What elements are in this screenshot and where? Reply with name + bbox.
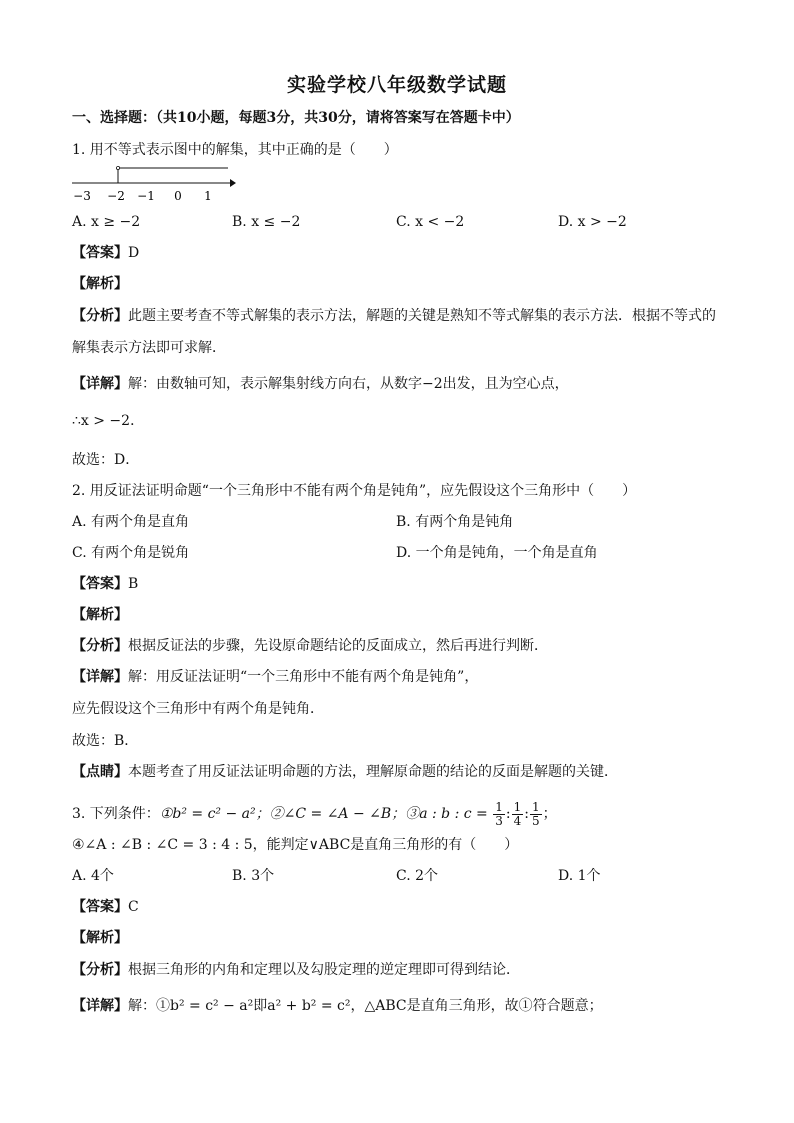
answer-value: B xyxy=(128,576,139,592)
fenxi-text: 此题主要考查不等式解集的表示方法，解题的关键是熟知不等式解集的表示方法．根据不等式的 xyxy=(128,308,716,324)
q3-stem-prefix: 3. 下列条件： xyxy=(72,806,160,822)
q3-option-b: B. 3个 xyxy=(232,868,275,884)
q1-analysis-tag: 【解析】 xyxy=(72,276,128,292)
answer-value: C xyxy=(128,899,139,915)
q1-xiangjie xyxy=(72,374,569,394)
dianjing-text: 本题考查了用反证法证明命题的方法，理解原命题的结论的反面是解题的关键． xyxy=(128,764,618,780)
q2-fenxi xyxy=(72,636,548,656)
fraction-one-third: $\frac{1}{3}$ xyxy=(495,799,503,828)
q3-option-d: D. 1个 xyxy=(558,868,601,884)
q3-fenxi xyxy=(72,960,520,980)
q3-stem: 3. 下列条件：①b² = c² − a²；②∠C = ∠A − ∠B；③a : b : c = $\frac{1}{3}$ : $\frac{1}{4}$ : $\frac{1}{5}$ ； xyxy=(72,799,557,828)
fraction-one-fifth: $\frac{1}{5}$ xyxy=(531,799,540,828)
q1-fenxi-cont: 解集表示方法即可求解． xyxy=(72,340,226,356)
fenxi-tag: 【分析】 xyxy=(72,638,128,654)
q2-option-c: C. 有两个角是锐角 xyxy=(72,545,190,561)
q3-condition-1: ①b² = c² − a²； xyxy=(159,806,270,822)
xiangjie-text: 解：①b² = c² − a²即a² + b² = c²，△ABC是直角三角形，故①符合题意； xyxy=(128,998,603,1014)
xiangjie-text: 解：用反证法证明“一个三角形中不能有两个角是钝角”， xyxy=(128,669,479,685)
q2-option-a: A. 有两个角是直角 xyxy=(72,514,190,530)
q1-option-d: D. x > −2 xyxy=(558,214,627,230)
fraction-one-fourth: $\frac{1}{4}$ xyxy=(513,799,522,828)
xiangjie-tag: 【详解】 xyxy=(72,998,128,1014)
answer-value: D xyxy=(128,245,140,261)
xiangjie-text: 解：由数轴可知，表示解集射线方向右，从数字−2出发，且为空心点， xyxy=(128,376,569,392)
fenxi-text: 根据反证法的步骤，先设原命题结论的反面成立，然后再进行判断． xyxy=(128,638,548,654)
page-title: 实验学校八年级数学试题 xyxy=(286,74,507,96)
q2-answer xyxy=(72,574,138,594)
fenxi-text: 根据三角形的内角和定理以及勾股定理的逆定理即可得到结论． xyxy=(128,962,520,978)
tick-label: −3 xyxy=(73,189,91,203)
q1-xiangjie-cont: ∴x > −2． xyxy=(72,413,145,429)
q2-stem: 2. 用反证法证明命题“一个三角形中不能有两个角是钝角”，应先假设这个三角形中（ ） xyxy=(72,483,637,499)
q2-xiangjie xyxy=(72,667,478,687)
q1-option-a: A. x ≥ −2 xyxy=(72,214,141,230)
q1-conclusion: 故选：D． xyxy=(72,452,140,468)
q3-condition-4: ④∠A : ∠B : ∠C = 3 : 4 : 5，能判定∨ABC是直角三角形的有（ ） xyxy=(72,837,519,853)
number-line-arrow xyxy=(230,179,236,187)
answer-tag: 【答案】 xyxy=(72,899,128,915)
q2-option-d: D. 一个角是钝角，一个角是直角 xyxy=(396,545,598,561)
tick-label: 0 xyxy=(174,189,182,203)
q1-answer xyxy=(72,243,139,263)
q2-conclusion: 故选：B． xyxy=(72,733,139,749)
xiangjie-tag: 【详解】 xyxy=(72,669,128,685)
q2-option-b: B. 有两个角是钝角 xyxy=(396,514,514,530)
q3-answer xyxy=(72,897,139,917)
tick-label: −2 xyxy=(107,189,125,203)
fenxi-tag: 【分析】 xyxy=(72,308,128,324)
q2-dianjing xyxy=(72,762,618,782)
q3-xiangjie xyxy=(72,996,603,1016)
q1-option-b: B. x ≤ −2 xyxy=(232,214,301,230)
q3-condition-2: ②∠C = ∠A − ∠B； xyxy=(269,806,406,822)
tick-label: −1 xyxy=(137,189,155,203)
q3-condition-3: ③a : b : c = xyxy=(405,806,488,822)
number-line-figure xyxy=(70,166,240,206)
q3-option-c: C. 2个 xyxy=(396,868,439,884)
fenxi-tag: 【分析】 xyxy=(72,962,128,978)
q1-fenxi xyxy=(72,306,716,326)
q3-option-a: A. 4个 xyxy=(72,868,114,884)
q2-xiangjie-cont: 应先假设这个三角形中有两个角是钝角． xyxy=(72,701,324,717)
tick-label: 1 xyxy=(204,189,212,203)
open-point xyxy=(116,166,119,169)
q3-analysis-tag: 【解析】 xyxy=(72,930,128,946)
q1-option-c: C. x < −2 xyxy=(396,214,465,230)
answer-tag: 【答案】 xyxy=(72,245,128,261)
xiangjie-tag: 【详解】 xyxy=(72,376,128,392)
section-heading: 一、选择题：（共10小题，每题3分，共30分，请将答案写在答题卡中） xyxy=(72,110,520,126)
answer-tag: 【答案】 xyxy=(72,576,128,592)
q2-analysis-tag: 【解析】 xyxy=(72,607,128,623)
dianjing-tag: 【点睛】 xyxy=(72,764,128,780)
q1-stem: 1. 用不等式表示图中的解集，其中正确的是（ ） xyxy=(72,142,398,158)
